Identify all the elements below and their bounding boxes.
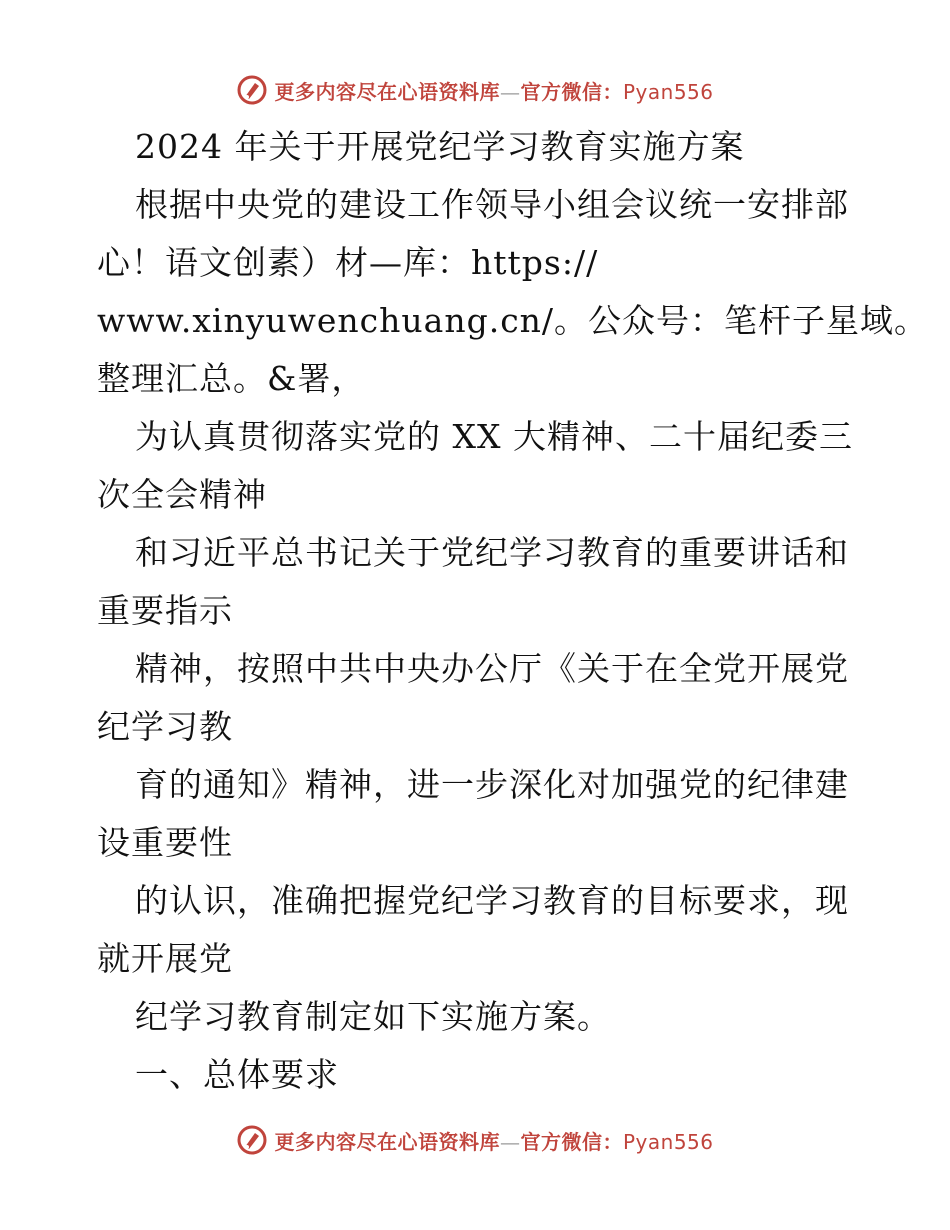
document-body: [97, 118, 929, 1104]
footer-watermark: [0, 1120, 950, 1160]
document-line: 心！语文创素）材—库：https://: [97, 243, 599, 282]
watermark-site: 更多内容尽在心语资料库: [274, 1129, 500, 1154]
watermark-wechat-label: 官方微信：: [520, 79, 623, 104]
document-line: 和习近平总书记关于党纪学习教育的重要讲话和: [135, 533, 849, 572]
watermark-wechat-label: 官方微信：: [520, 1129, 623, 1154]
watermark-wechat-id: Pyan556: [622, 79, 714, 104]
watermark-text: [274, 1126, 713, 1155]
document-line: 整理汇总。&署，: [97, 359, 366, 398]
document-line: 次全会精神: [97, 475, 267, 514]
document-line: 纪学习教育制定如下实施方案。: [135, 997, 611, 1036]
watermark-site: 更多内容尽在心语资料库: [274, 79, 500, 104]
watermark-separator: —: [499, 79, 521, 104]
document-line: 育的通知》精神，进一步深化对加强党的纪律建: [135, 765, 849, 804]
document-line: 根据中央党的建设工作领导小组会议统一安排部: [135, 185, 849, 224]
document-line: 纪学习教: [97, 707, 233, 746]
watermark-text: [274, 76, 713, 105]
watermark-separator: —: [499, 1129, 521, 1154]
document-line: 为认真贯彻落实党的 XX 大精神、二十届纪委三: [135, 417, 853, 456]
watermark-wechat-id: Pyan556: [622, 1129, 714, 1154]
document-line: www.xinyuwenchuang.cn/。公众号：笔杆子星域。: [97, 301, 929, 340]
document-line: 重要指示: [97, 591, 233, 630]
document-line: 的认识，准确把握党纪学习教育的目标要求，现: [135, 881, 849, 920]
document-line: 设重要性: [97, 823, 233, 862]
pen-nib-circle-icon: [236, 1124, 268, 1156]
header-watermark: [0, 70, 950, 110]
pen-nib-circle-icon: [236, 74, 268, 106]
document-line: 一、总体要求: [135, 1055, 339, 1094]
document-line: 就开展党: [97, 939, 233, 978]
document-line: 精神，按照中共中央办公厅《关于在全党开展党: [135, 649, 849, 688]
document-title: 2024 年关于开展党纪学习教育实施方案: [135, 127, 745, 166]
